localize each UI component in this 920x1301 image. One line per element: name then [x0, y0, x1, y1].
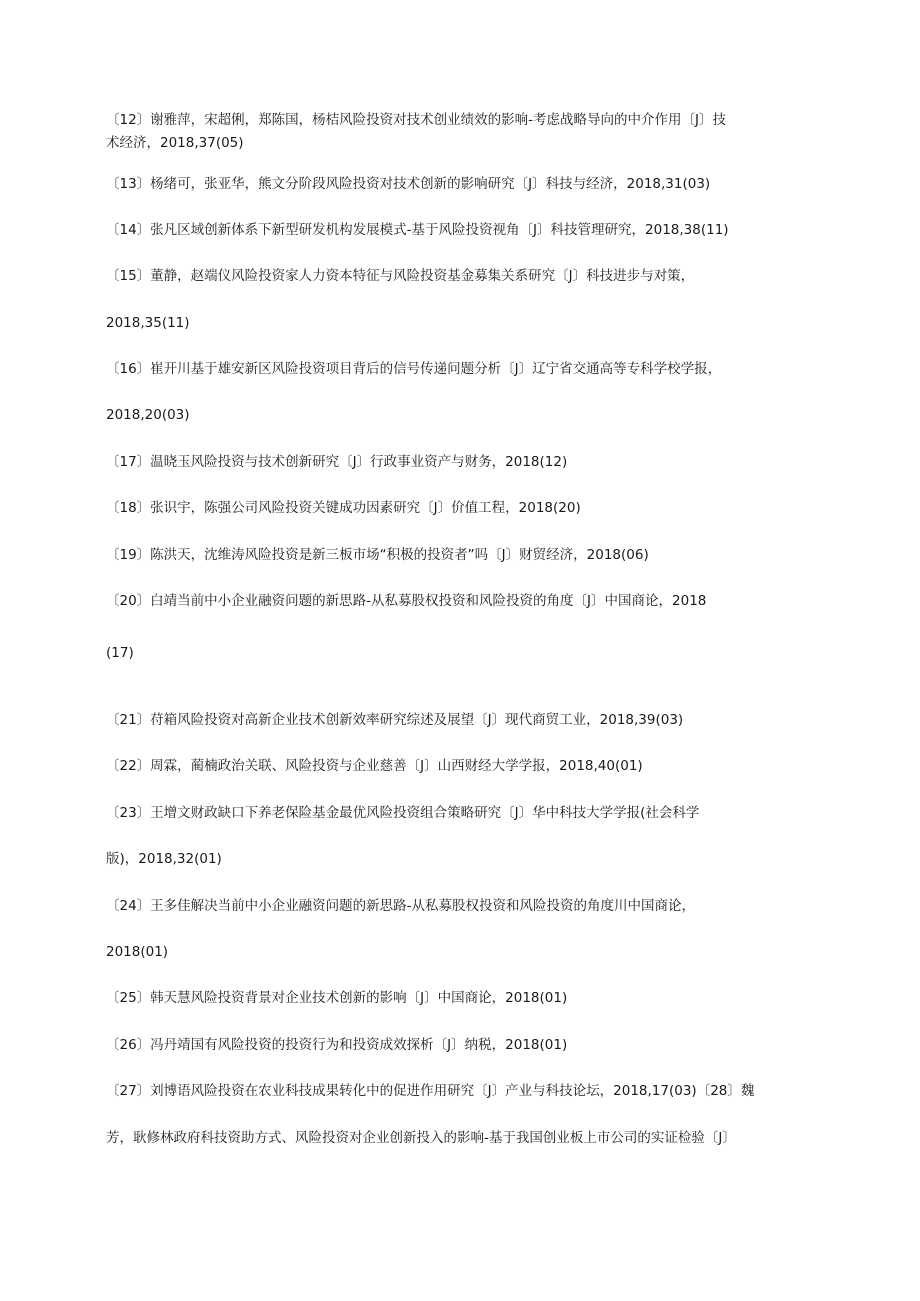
reference-25: 〔25〕韩天慧风险投资背景对企业技术创新的影响〔J〕中国商论，2018(01) [106, 990, 568, 1006]
reference-15-line-1: 〔15〕董静，赵端仪风险投资家人力资本特征与风险投资基金募集关系研究〔J〕科技进步与对策， [106, 268, 695, 284]
reference-23-line-2: 版)，2018,32(01) [106, 851, 222, 867]
reference-20-line-1: 〔20〕白靖当前中小企业融资问题的新思路-从私募股权投资和风险投资的角度〔J〕中国商论，2018 [106, 593, 707, 609]
reference-23-line-1: 〔23〕王增文财政缺口下养老保险基金最优风险投资组合策略研究〔J〕华中科技大学学报(社会科学 [106, 805, 700, 821]
reference-26: 〔26〕冯丹靖国有风险投资的投资行为和投资成效探析〔J〕纳税，2018(01) [106, 1037, 568, 1053]
reference-27-line-1: 〔27〕刘博语风险投资在农业科技成果转化中的促进作用研究〔J〕产业与科技论坛，2018,17(03)〔28〕魏 [106, 1083, 755, 1099]
reference-21: 〔21〕苻箱风险投资对高新企业技术创新效率研究综述及展望〔J〕现代商贸工业，2018,39(03) [106, 712, 684, 728]
reference-24-line-1: 〔24〕王多佳解决当前中小企业融资问题的新思路-从私募股权投资和风险投资的角度川中国商论， [106, 898, 696, 914]
reference-14: 〔14〕张凡区域创新体系下新型研发机构发展模式-基于风险投资视角〔J〕科技管理研究，2018,38(11) [106, 222, 729, 238]
reference-27-line-2: 芳，耿修林政府科技资助方式、风险投资对企业创新投入的影响-基于我国创业板上市公司的实证检验〔J〕 [106, 1130, 736, 1146]
reference-20-line-2: (17) [106, 645, 134, 661]
reference-17: 〔17〕温晓玉风险投资与技术创新研究〔J〕行政事业资产与财务，2018(12) [106, 454, 568, 470]
reference-15-line-2: 2018,35(11) [106, 315, 190, 331]
reference-12-line-1: 〔12〕谢雅萍，宋超俐，郑陈国，杨桔风险投资对技术创业绩效的影响-考虑战略导向的中介作用〔J〕技 [106, 112, 727, 128]
reference-18: 〔18〕张识宇，陈强公司风险投资关键成功因素研究〔J〕价值工程，2018(20) [106, 500, 581, 516]
reference-22: 〔22〕周霖，蔺楠政治关联、风险投资与企业慈善〔J〕山西财经大学学报，2018,40(01) [106, 758, 643, 774]
reference-24-line-2: 2018(01) [106, 944, 169, 960]
reference-12-line-2: 术经济，2018,37(05) [106, 135, 244, 151]
reference-16-line-1: 〔16〕崔开川基于雄安新区风险投资项目背后的信号传递问题分析〔J〕辽宁省交通高等专科学校学报， [106, 361, 722, 377]
reference-13: 〔13〕杨绪可，张亚华，熊文分阶段风险投资对技术创新的影响研究〔J〕科技与经济，2018,31(03) [106, 176, 711, 192]
reference-16-line-2: 2018,20(03) [106, 407, 190, 423]
reference-19: 〔19〕陈洪天，沈维涛风险投资是新三板市场“积极的投资者”吗〔J〕财贸经济，2018(06) [106, 547, 649, 563]
